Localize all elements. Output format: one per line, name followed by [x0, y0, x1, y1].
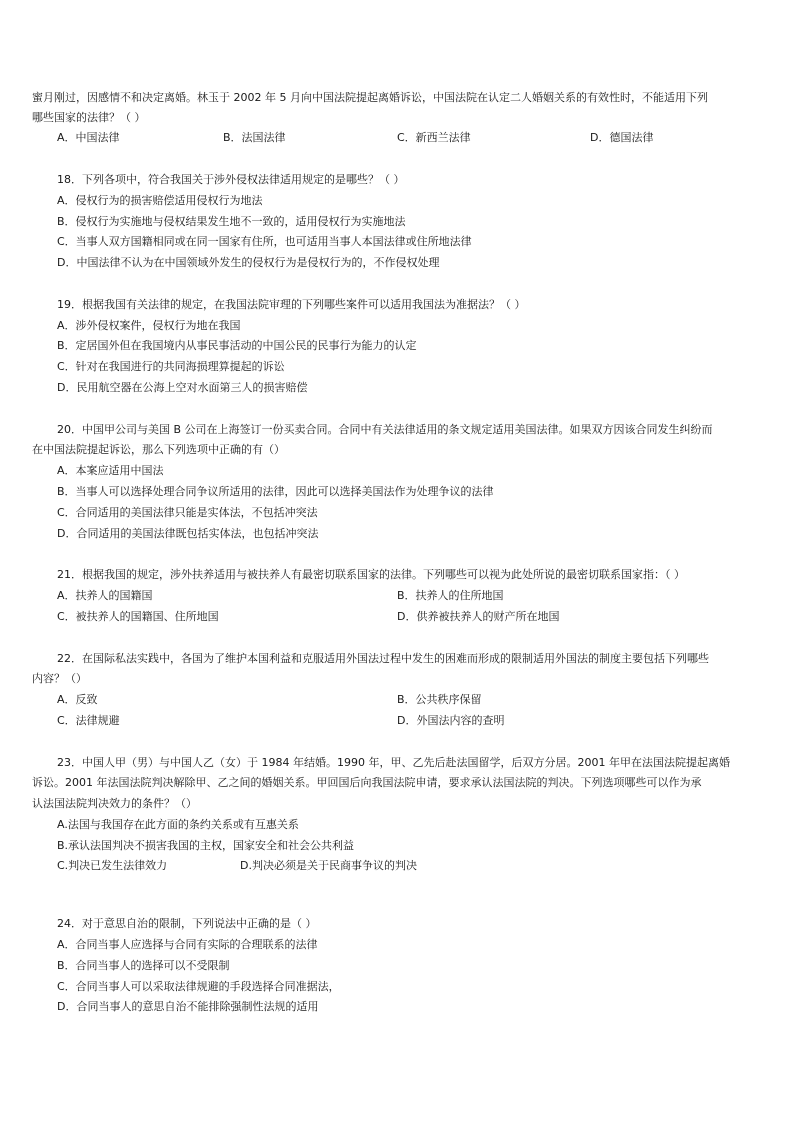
- q22-option-d: D．外国法内容的查明: [397, 714, 505, 727]
- q17-option-a: A．中国法律: [57, 131, 120, 144]
- q22-option-b: B．公共秩序保留: [397, 693, 482, 706]
- q17-stem-line1: 蜜月刚过，因感情不和决定离婚。林玉于 2002 年 5 月向中国法院提起离婚诉讼，中国法院在认定二人婚姻关系的有效性时，不能适用下列: [32, 91, 708, 104]
- q20-option-c: C．合同适用的美国法律只能是实体法，不包括冲突法: [57, 506, 318, 519]
- q21-option-d: D．供养被扶养人的财产所在地国: [397, 610, 560, 623]
- q19-option-c: C．针对在我国进行的共同海损理算提起的诉讼: [57, 360, 285, 373]
- q23-stem-line1: 23．中国人甲（男）与中国人乙（女）于 1984 年结婚。1990 年，甲、乙先后赴法国留学，后双方分居。2001 年甲在法国法院提起离婚: [57, 756, 730, 769]
- q19-option-d: D．民用航空器在公海上空对水面第三人的损害赔偿: [57, 381, 308, 394]
- q22-option-c: C．法律规避: [57, 714, 120, 727]
- q24-stem: 24．对于意思自治的限制，下列说法中正确的是（ ）: [57, 917, 317, 930]
- q21-option-c: C．被扶养人的国籍国、住所地国: [57, 610, 219, 623]
- q22-stem-line1: 22．在国际私法实践中，各国为了维护本国利益和克服适用外国法过程中发生的困难而形成的限制适用外国法的制度主要包括下列哪些: [57, 652, 709, 665]
- q20-option-b: B．当事人可以选择处理合同争议所适用的法律，因此可以选择美国法作为处理争议的法律: [57, 485, 494, 498]
- q17-stem-line2: 哪些国家的法律？（ ）: [32, 111, 146, 124]
- q20-stem-line2: 在中国法院提起诉讼，那么下列选项中正确的有（）: [32, 443, 285, 456]
- q23-option-c: C.判决已发生法律效力: [57, 859, 168, 872]
- q24-option-b: B．合同当事人的选择可以不受限制: [57, 959, 230, 972]
- q18-option-b: B．侵权行为实施地与侵权结果发生地不一致的，适用侵权行为实施地法: [57, 215, 406, 228]
- q23-option-a: A.法国与我国存在此方面的条约关系或有互惠关系: [57, 818, 299, 831]
- q17-option-c: C．新西兰法律: [397, 131, 471, 144]
- q21-stem: 21．根据我国的规定，涉外扶养适用与被扶养人有最密切联系国家的法律。下列哪些可以视为此处所说的最密切联系国家指：（ ）: [57, 568, 685, 581]
- q18-option-d: D．中国法律不认为在中国领域外发生的侵权行为是侵权行为的，不作侵权处理: [57, 256, 440, 269]
- q24-option-c: C．合同当事人可以采取法律规避的手段选择合同准据法，: [57, 980, 340, 993]
- q18-option-a: A．侵权行为的损害赔偿适用侵权行为地法: [57, 194, 263, 207]
- q19-stem: 19．根据我国有关法律的规定，在我国法院审理的下列哪些案件可以适用我国法为准据法？（ ）: [57, 298, 526, 311]
- q24-option-a: A．合同当事人应选择与合同有实际的合理联系的法律: [57, 938, 318, 951]
- q21-option-a: A．扶养人的国籍国: [57, 589, 153, 602]
- q23-option-d: D.判决必须是关于民商事争议的判决: [240, 859, 417, 872]
- q17-option-d: D．德国法律: [590, 131, 654, 144]
- q18-stem: 18．下列各项中，符合我国关于涉外侵权法律适用规定的是哪些？（ ）: [57, 173, 405, 186]
- q23-stem-line3: 认法国法院判决效力的条件？（）: [32, 797, 197, 810]
- q24-option-d: D．合同当事人的意思自治不能排除强制性法规的适用: [57, 1000, 319, 1013]
- q19-option-a: A．涉外侵权案件，侵权行为地在我国: [57, 319, 241, 332]
- q21-option-b: B．扶养人的住所地国: [397, 589, 504, 602]
- q20-option-d: D．合同适用的美国法律既包括实体法，也包括冲突法: [57, 527, 319, 540]
- q22-option-a: A．反致: [57, 693, 98, 706]
- q20-option-a: A．本案应适用中国法: [57, 464, 164, 477]
- q22-stem-line2: 内容？（）: [32, 672, 87, 685]
- q18-option-c: C．当事人双方国籍相同或在同一国家有住所，也可适用当事人本国法律或住所地法律: [57, 235, 472, 248]
- q17-option-b: B．法国法律: [223, 131, 286, 144]
- q20-stem-line1: 20．中国甲公司与美国 B 公司在上海签订一份买卖合同。合同中有关法律适用的条文规定适用美国法律。如果双方因该合同发生纠纷而: [57, 423, 713, 436]
- q19-option-b: B．定居国外但在我国境内从事民事活动的中国公民的民事行为能力的认定: [57, 339, 417, 352]
- q23-option-b: B.承认法国判决不损害我国的主权，国家安全和社会公共利益: [57, 839, 355, 852]
- q23-stem-line2: 诉讼。2001 年法国法院判决解除甲、乙之间的婚姻关系。甲回国后向我国法院申请，要求承认法国法院的判决。下列选项哪些可以作为承: [32, 776, 702, 789]
